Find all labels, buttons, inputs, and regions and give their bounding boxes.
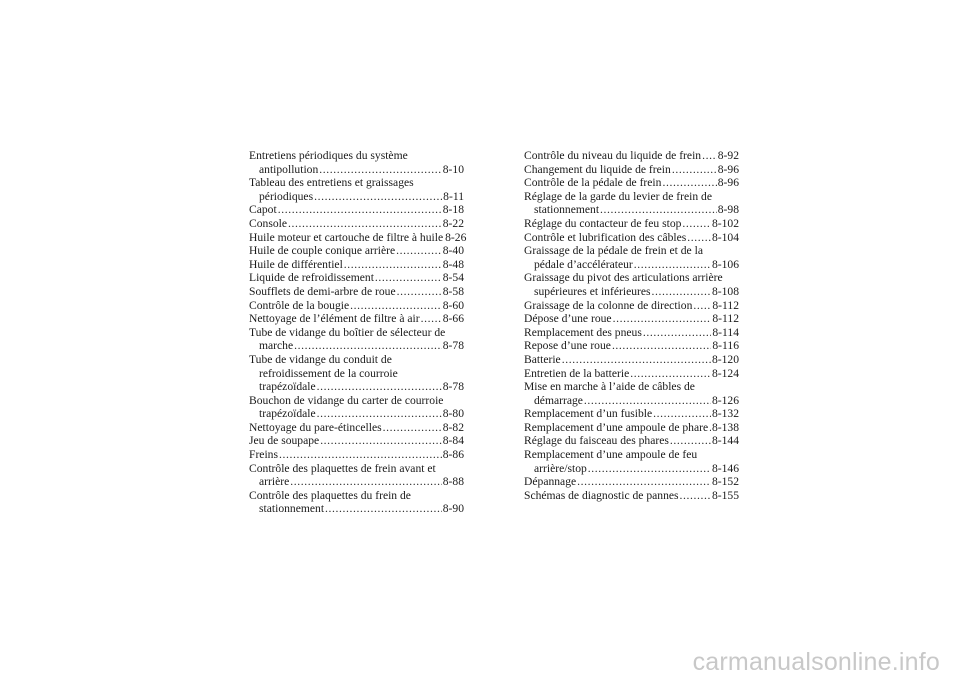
toc-entry-title-line: Bouchon de vidange du carter de courroie bbox=[249, 393, 444, 407]
toc-entry-title: Contrôle du niveau du liquide de frein bbox=[524, 149, 702, 162]
toc-entry[interactable] bbox=[249, 434, 464, 448]
toc-entry-title: arrière/stop bbox=[534, 461, 587, 475]
toc-entry-title: Dépose d’une roue bbox=[524, 312, 612, 326]
dot-leader bbox=[577, 475, 711, 489]
toc-entry-title-line: Graissage de la pédale de frein et de la bbox=[524, 244, 703, 258]
dot-leader bbox=[421, 312, 442, 326]
toc-entry[interactable] bbox=[524, 339, 739, 353]
toc-entry[interactable] bbox=[524, 190, 739, 217]
toc-entry-title-line: Mise en marche à l’aide de câbles de bbox=[524, 380, 695, 394]
toc-entry-title: Huile moteur et cartouche de filtre à huile bbox=[249, 230, 444, 244]
toc-entry-title-line: Remplacement d’une ampoule de feu bbox=[524, 448, 698, 462]
toc-page-number: 8-152 bbox=[711, 475, 739, 489]
toc-page-number: 8-26 bbox=[445, 230, 467, 244]
dot-leader bbox=[682, 217, 711, 231]
toc-entry[interactable] bbox=[249, 285, 464, 299]
toc-entry-title: marche bbox=[259, 339, 294, 353]
toc-entry-title: démarrage bbox=[534, 393, 583, 407]
toc-page-number: 8-40 bbox=[442, 244, 464, 258]
dot-leader bbox=[396, 244, 442, 258]
dot-leader bbox=[662, 176, 716, 190]
toc-entry[interactable] bbox=[524, 299, 739, 313]
toc-page-number: 8-82 bbox=[442, 420, 464, 434]
toc-page-number: 8-18 bbox=[442, 203, 464, 217]
toc-entry[interactable] bbox=[524, 407, 739, 421]
toc-entry-title: périodiques bbox=[259, 189, 314, 203]
toc-entry[interactable] bbox=[249, 244, 464, 258]
toc-entry-title: Contrôle et lubrification des câbles bbox=[524, 230, 687, 244]
dot-leader bbox=[630, 367, 711, 381]
dot-leader bbox=[383, 421, 442, 435]
toc-entry-title: Batterie bbox=[524, 352, 561, 366]
toc-entry[interactable] bbox=[249, 271, 464, 285]
toc-entry-title: Changement du liquide de frein bbox=[524, 162, 671, 176]
dot-leader bbox=[279, 448, 442, 462]
toc-page-number: 8-132 bbox=[711, 407, 739, 421]
dot-leader bbox=[670, 434, 711, 448]
toc-entry[interactable] bbox=[249, 299, 464, 313]
dot-leader bbox=[672, 163, 717, 177]
toc-entry[interactable] bbox=[524, 421, 739, 435]
toc-entry-title: Graissage de la colonne de direction bbox=[524, 298, 693, 312]
toc-column-right bbox=[524, 149, 739, 502]
toc-entry[interactable] bbox=[524, 312, 739, 326]
toc-entry-title: Remplacement d’une ampoule de phare bbox=[524, 420, 709, 434]
dot-leader bbox=[687, 231, 711, 245]
dot-leader bbox=[634, 258, 711, 272]
toc-entry[interactable] bbox=[524, 434, 739, 448]
toc-page-number: 8-90 bbox=[442, 502, 464, 516]
toc-entry-title: supérieures et inférieures bbox=[534, 284, 651, 298]
toc-entry[interactable] bbox=[524, 271, 739, 298]
dot-leader bbox=[709, 421, 711, 435]
toc-page-number: 8-96 bbox=[717, 162, 739, 176]
dot-leader bbox=[375, 271, 442, 285]
toc-page-number: 8-88 bbox=[442, 475, 464, 489]
toc-entry-title: Remplacement des pneus bbox=[524, 325, 642, 339]
toc-page-number: 8-106 bbox=[711, 257, 739, 271]
dot-leader bbox=[288, 217, 442, 231]
toc-entry[interactable] bbox=[249, 203, 464, 217]
toc-page-number: 8-116 bbox=[712, 339, 739, 353]
toc-column-left bbox=[249, 149, 467, 516]
toc-page-number: 8-78 bbox=[442, 380, 464, 394]
toc-entry-title: Contrôle de la bougie bbox=[249, 298, 350, 312]
toc-entry-title-line: Tube de vidange du conduit de bbox=[249, 352, 392, 366]
toc-entry-title: Huile de couple conique arrière bbox=[249, 244, 396, 258]
dot-leader bbox=[325, 502, 442, 516]
toc-entry[interactable] bbox=[524, 489, 739, 503]
toc-entry-title: Entretien de la batterie bbox=[524, 366, 630, 380]
toc-entry-title: Contrôle de la pédale de frein bbox=[524, 176, 662, 190]
toc-entry[interactable] bbox=[524, 380, 739, 407]
toc-entry[interactable] bbox=[524, 326, 739, 340]
toc-page-number: 8-96 bbox=[717, 176, 739, 190]
toc-entry-title: pédale d’accélérateur bbox=[534, 257, 633, 271]
toc-entry[interactable] bbox=[524, 217, 739, 231]
toc-entry[interactable] bbox=[524, 448, 739, 475]
toc-entry-title: Jeu de soupape bbox=[249, 434, 320, 448]
toc-entry-title: Capot bbox=[249, 203, 277, 217]
toc-entry-title: Liquide de refroidissement bbox=[249, 271, 374, 285]
dot-leader bbox=[643, 326, 712, 340]
toc-entry[interactable] bbox=[249, 217, 464, 231]
toc-entry-title: Remplacement d’un fusible bbox=[524, 407, 653, 421]
toc-entry[interactable] bbox=[249, 149, 464, 176]
toc-entry[interactable] bbox=[524, 176, 739, 190]
toc-page-number: 8-124 bbox=[711, 366, 739, 380]
watermark: carmanualsonline.info bbox=[692, 648, 940, 676]
toc-entry[interactable] bbox=[249, 326, 464, 353]
toc-entry[interactable] bbox=[249, 230, 467, 245]
toc-page-number: 8-120 bbox=[711, 352, 739, 366]
dot-leader bbox=[294, 339, 442, 353]
dot-leader bbox=[680, 489, 711, 503]
toc-page-number: 8-92 bbox=[717, 149, 739, 162]
toc-entry-title-line: Tube de vidange du boîtier de sélecteur de bbox=[249, 325, 446, 339]
toc-entry-title: Nettoyage du pare-étincelles bbox=[249, 420, 382, 434]
toc-entry-title: Schémas de diagnostic de pannes bbox=[524, 488, 679, 502]
toc-page-number: 8-126 bbox=[711, 393, 739, 407]
dot-leader bbox=[562, 353, 711, 367]
dot-leader bbox=[693, 299, 711, 313]
toc-entry-title-line: Réglage de la garde du levier de frein de bbox=[524, 189, 712, 203]
dot-leader bbox=[290, 475, 441, 489]
toc-page-number: 8-22 bbox=[442, 216, 464, 230]
toc-page-number: 8-104 bbox=[711, 230, 739, 244]
toc-entry[interactable] bbox=[524, 149, 739, 163]
toc-page-number: 8-114 bbox=[712, 325, 739, 339]
toc-page-number: 8-58 bbox=[442, 284, 464, 298]
toc-entry[interactable] bbox=[249, 258, 464, 272]
toc-page-number: 8-86 bbox=[442, 448, 464, 462]
toc-entry[interactable] bbox=[249, 312, 464, 326]
toc-page-number: 8-80 bbox=[442, 407, 464, 421]
toc-entry[interactable] bbox=[524, 367, 739, 381]
toc-page-number: 8-98 bbox=[717, 203, 739, 217]
toc-entry-title: Huile de différentiel bbox=[249, 257, 343, 271]
dot-leader bbox=[344, 258, 442, 272]
toc-entry[interactable] bbox=[524, 231, 739, 245]
toc-page-number: 8-108 bbox=[711, 284, 739, 298]
dot-leader bbox=[652, 285, 711, 299]
toc-entry[interactable] bbox=[524, 163, 739, 177]
toc-entry-title: stationnement bbox=[259, 502, 325, 516]
dot-leader bbox=[612, 339, 711, 353]
dot-leader bbox=[397, 285, 442, 299]
toc-entry-title-line: Tableau des entretiens et graissages bbox=[249, 176, 414, 190]
toc-entry-title-line: refroidissement de la courroie bbox=[259, 366, 398, 380]
toc-entry-title: Dépannage bbox=[524, 475, 577, 489]
toc-entry[interactable] bbox=[249, 176, 464, 203]
toc-page-number: 8-10 bbox=[442, 162, 464, 176]
toc-entry-title-line: Contrôle des plaquettes du frein de bbox=[249, 488, 411, 502]
dot-leader bbox=[319, 163, 441, 177]
dot-leader bbox=[350, 299, 442, 313]
dot-leader bbox=[278, 203, 442, 217]
toc-entry-title: Soufflets de demi-arbre de roue bbox=[249, 284, 396, 298]
toc-entry-title: antipollution bbox=[259, 162, 319, 176]
toc-entry[interactable] bbox=[249, 353, 464, 394]
toc-page-number: 8-54 bbox=[442, 271, 464, 285]
toc-entry-title: Repose d’une roue bbox=[524, 339, 611, 353]
toc-page-number: 8-66 bbox=[442, 312, 464, 326]
toc-page-number: 8-112 bbox=[712, 312, 739, 326]
toc-page-number: 8-102 bbox=[711, 216, 739, 230]
toc-entry[interactable] bbox=[524, 353, 739, 367]
dot-leader bbox=[600, 203, 717, 217]
toc-page-number: 8-112 bbox=[712, 298, 739, 312]
toc-entry-title: stationnement bbox=[534, 203, 600, 217]
toc-entry-title-line: Entretiens périodiques du système bbox=[249, 149, 408, 162]
toc-entry[interactable] bbox=[249, 489, 464, 516]
toc-entry[interactable] bbox=[524, 475, 739, 489]
toc-entry-title: Réglage du contacteur de feu stop bbox=[524, 216, 682, 230]
toc-page-number: 8-144 bbox=[711, 434, 739, 448]
toc-entry-title-line: Contrôle des plaquettes de frein avant et bbox=[249, 461, 436, 475]
toc-page-number: 8-146 bbox=[711, 461, 739, 475]
dot-leader bbox=[702, 149, 717, 163]
toc-entry[interactable] bbox=[249, 394, 464, 421]
dot-leader bbox=[314, 190, 442, 204]
toc-page-number: 8-11 bbox=[443, 189, 464, 203]
toc-entry-title: Freins bbox=[249, 448, 278, 462]
toc-entry[interactable] bbox=[249, 448, 464, 462]
toc-page-number: 8-155 bbox=[711, 488, 739, 502]
toc-page-number: 8-60 bbox=[442, 298, 464, 312]
toc-page-number: 8-138 bbox=[711, 420, 739, 434]
toc-entry[interactable] bbox=[524, 244, 739, 271]
toc-entry-title: arrière bbox=[259, 475, 290, 489]
toc-page-number: 8-78 bbox=[442, 339, 464, 353]
dot-leader bbox=[584, 394, 711, 408]
toc-entry-title: trapézoïdale bbox=[259, 380, 316, 394]
toc-entry-title-line: Graissage du pivot des articulations arrière bbox=[524, 271, 723, 285]
dot-leader bbox=[317, 407, 442, 421]
toc-entry[interactable] bbox=[249, 421, 464, 435]
dot-leader bbox=[317, 380, 442, 394]
toc-entry[interactable] bbox=[249, 462, 464, 489]
dot-leader bbox=[613, 312, 712, 326]
toc-page-number: 8-48 bbox=[442, 257, 464, 271]
toc-page-number: 8-84 bbox=[442, 434, 464, 448]
dot-leader bbox=[653, 407, 711, 421]
dot-leader bbox=[588, 462, 711, 476]
toc-entry-title: Réglage du faisceau des phares bbox=[524, 434, 669, 448]
dot-leader bbox=[320, 434, 442, 448]
toc-entry-title: Nettoyage de l’élément de filtre à air bbox=[249, 312, 420, 326]
toc-entry-title: trapézoïdale bbox=[259, 407, 316, 421]
toc-entry-title: Console bbox=[249, 216, 288, 230]
